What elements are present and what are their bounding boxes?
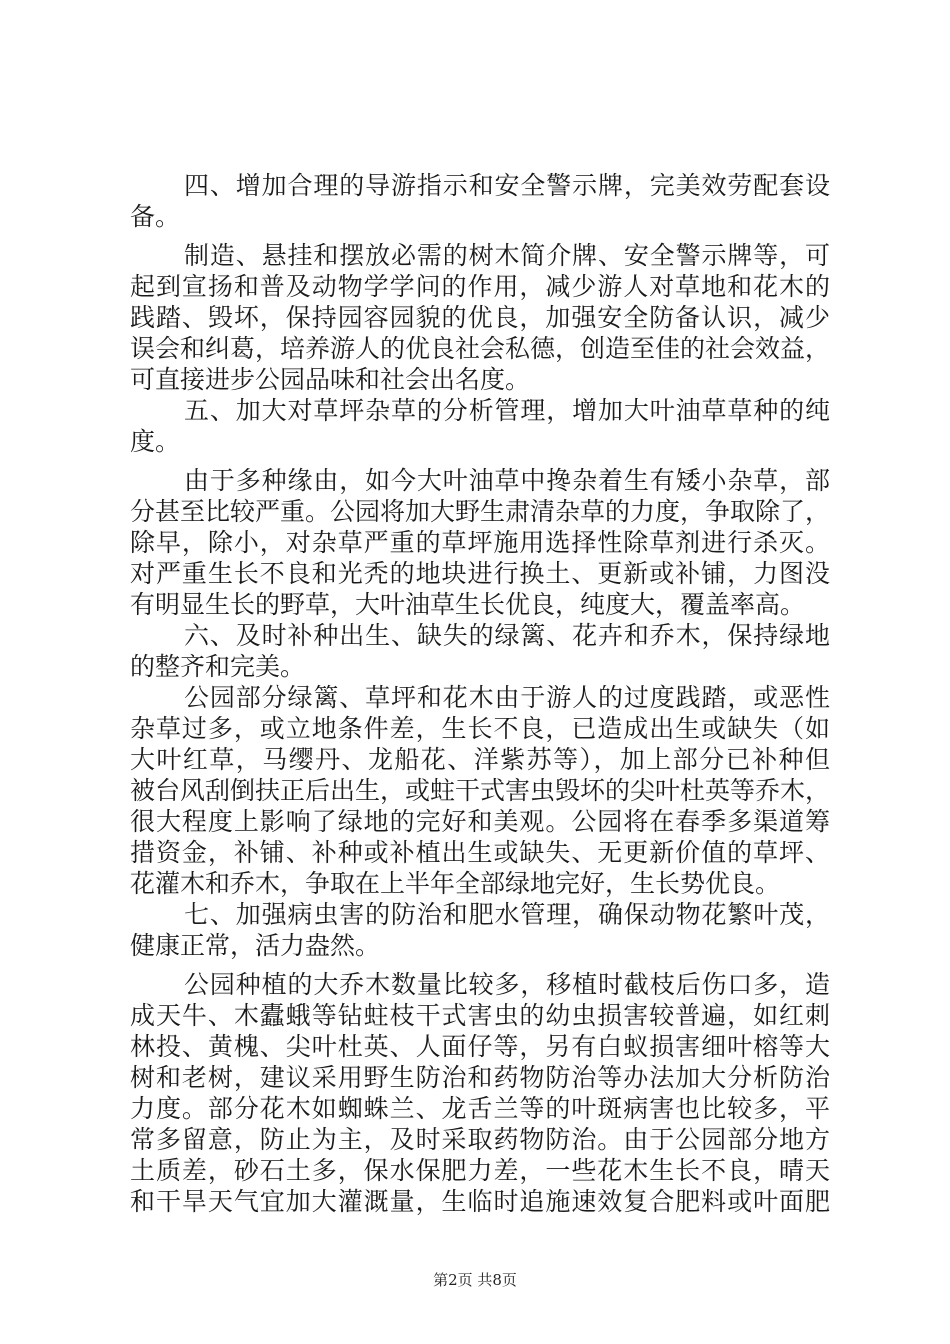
text-line: 大叶红草，马缨丹、龙船花、洋紫苏等），加上部分已补种但	[130, 745, 830, 774]
text-line: 措资金，补铺、补种或补植出生或缺失、无更新价值的草坪、	[130, 838, 830, 867]
section-heading-6: 六、及时补种出生、缺失的绿篱、花卉和乔木，保持绿地	[184, 621, 830, 650]
text-line: 公园部分绿篱、草坪和花木由于游人的过度践踏，或恶性	[184, 683, 830, 712]
text-line: 有明显生长的野草，大叶油草生长优良，纯度大，覆盖率高。	[130, 590, 806, 619]
text-line: 树和老树，建议采用野生防治和药物防治等办法加大分析防治	[130, 1063, 830, 1092]
text-line: 杂草过多，或立地条件差，生长不良，已造成出生或缺失（如	[130, 714, 830, 743]
page-number-footer: 第2页 共8页	[433, 1271, 517, 1289]
text-line: 起到宣扬和普及动物学学问的作用，减少游人对草地和花木的	[130, 272, 830, 301]
text-line: 由于多种缘由，如今大叶油草中搀杂着生有矮小杂草，部	[184, 466, 830, 495]
text-line: 花灌木和乔木，争取在上半年全部绿地完好，生长势优良。	[130, 869, 781, 898]
text-line: 公园种植的大乔木数量比较多，移植时截枝后伤口多，造	[184, 970, 830, 999]
text-line: 分甚至比较严重。公园将加大野生肃清杂草的力度，争取除了，	[130, 497, 831, 526]
document-body	[130, 170, 830, 1217]
paragraph-gap	[130, 232, 830, 240]
section-heading-7: 七、加强病虫害的防治和肥水管理，确保动物花繁叶茂，	[184, 900, 830, 929]
text-line: 度。	[130, 427, 181, 456]
section-heading-4: 四、增加合理的导游指示和安全警示牌，完美效劳配套设	[184, 171, 830, 200]
text-line: 常多留意，防止为主，及时采取药物防治。由于公园部分地方	[130, 1125, 830, 1154]
text-line: 践踏、毁坏，保持园容园貌的优良，加强安全防备认识，减少	[130, 303, 830, 332]
section-heading-5: 五、加大对草坪杂草的分析管理，增加大叶油草草种的纯	[184, 396, 830, 425]
text-line: 备。	[130, 202, 181, 231]
text-line: 成天牛、木蠹蛾等钻蛀枝干式害虫的幼虫损害较普遍，如红刺	[130, 1001, 830, 1030]
text-line: 制造、悬挂和摆放必需的树木简介牌、安全警示牌等，可	[184, 241, 830, 270]
text-line: 力度。部分花木如蜘蛛兰、龙舌兰等的叶斑病害也比较多，平	[130, 1094, 830, 1123]
text-line: 的整齐和完美。	[130, 652, 306, 681]
paragraph-gap	[130, 961, 830, 969]
text-line: 误会和纠葛，培养游人的优良社会私德，创造至佳的社会效益，	[130, 334, 831, 363]
text-line: 被台风刮倒扶正后出生，或蛀干式害虫毁坏的尖叶杜英等乔木，	[130, 776, 831, 805]
text-line: 林投、黄槐、尖叶杜英、人面仔等，另有白蚁损害细叶榕等大	[130, 1032, 830, 1061]
text-line: 对严重生长不良和光秃的地块进行换土、更新或补铺，力图没	[130, 559, 830, 588]
text-line: 很大程度上影响了绿地的完好和美观。公园将在春季多渠道筹	[130, 807, 830, 836]
text-line: 除早，除小，对杂草严重的草坪施用选择性除草剂进行杀灭。	[130, 528, 830, 557]
text-line: 和干旱天气宜加大灌溉量，生临时追施速效复合肥料或叶面肥	[130, 1187, 830, 1216]
text-line: 健康正常，活力盎然。	[130, 931, 381, 960]
text-line: 可直接进步公园品味和社会出名度。	[130, 365, 531, 394]
text-line: 土质差，砂石土多，保水保肥力差，一些花木生长不良，晴天	[130, 1156, 830, 1185]
paragraph-gap	[130, 457, 830, 465]
